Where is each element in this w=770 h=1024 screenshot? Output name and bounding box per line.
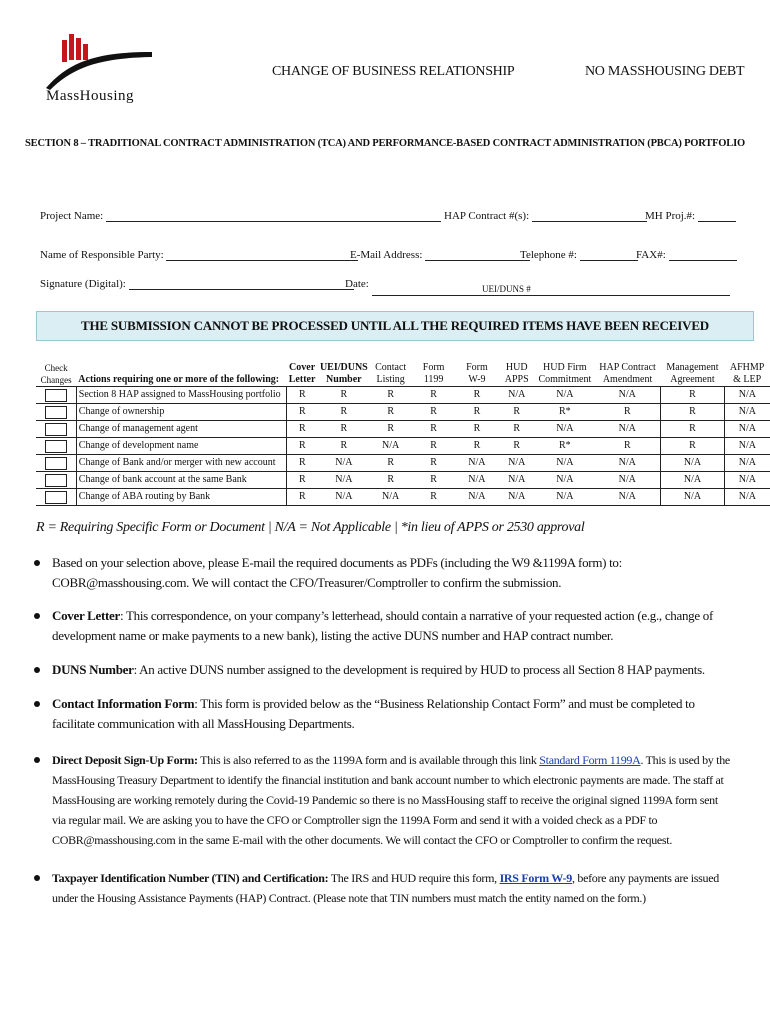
direct-deposit-text-2: . This is used by the MassHousing Treasury Department to identify the financial institution and bank account number to which electronic payments are made. The staff at MassHousing are working remotely during the Covid-19 Pandemic so there is no MassHousing staff to receive the original signed 1199A form sent via regular mail. We are asking you to have the CFO or Comptroller sign the 1199A Form and send it with a voided check as a PDF to COBR@masshousing.com in the same E-mail with the other documents. We will contact the CFO or Comptroller to confirm the request. — [52, 753, 730, 847]
column-header-text: APPS — [504, 374, 529, 385]
responsible-party-label: Name of Responsible Party: — [40, 249, 164, 261]
change-checkbox[interactable] — [45, 406, 67, 419]
requirement-cell: N/A — [724, 387, 770, 404]
requirements-table — [36, 352, 770, 506]
requirement-cell: R — [286, 421, 318, 438]
requirement-cell: N/A — [456, 455, 499, 472]
tin-text-1: The IRS and HUD require this form, — [328, 871, 500, 885]
signature-row — [40, 277, 354, 290]
requirement-cell: N/A — [535, 489, 594, 506]
check-cell — [36, 404, 76, 421]
column-header-text: Actions requiring one or more of the following: — [78, 374, 280, 385]
debt-status: NO MASSHOUSING DEBT — [585, 64, 745, 79]
requirement-cell: R — [318, 404, 370, 421]
requirement-cell: N/A — [724, 438, 770, 455]
responsible-party-row — [40, 248, 358, 261]
requirement-cell: N/A — [594, 472, 660, 489]
fax-label: FAX#: — [636, 249, 666, 261]
column-header-text: AFHMP — [729, 362, 765, 373]
requirement-cell: N/A — [661, 455, 725, 472]
column-header-text: Form — [466, 362, 488, 373]
table-row — [36, 387, 770, 404]
column-header-text: Contact — [375, 362, 407, 373]
irs-w9-link[interactable]: IRS Form W-9 — [499, 871, 572, 885]
duns-text: : An active DUNS number assigned to the development is required by HUD to process all Section 8 HAP payments. — [133, 662, 705, 677]
table-row — [36, 404, 770, 421]
mh-proj-label: MH Proj.#: — [645, 210, 696, 222]
bullet-icon — [34, 560, 40, 566]
email-row — [350, 248, 530, 261]
tin-label: Taxpayer Identification Number (TIN) and Certification: — [52, 871, 329, 885]
requirement-cell: R — [370, 387, 412, 404]
requirement-cell: N/A — [535, 387, 594, 404]
column-header — [456, 352, 499, 387]
requirement-cell: N/A — [594, 387, 660, 404]
requirement-cell: R — [594, 404, 660, 421]
bullet-icon — [34, 757, 40, 763]
requirement-cell: N/A — [498, 387, 535, 404]
column-header-text: Check — [44, 363, 68, 373]
bullet-submission — [34, 553, 734, 593]
column-header — [412, 352, 456, 387]
change-checkbox[interactable] — [45, 474, 67, 487]
project-name-label: Project Name: — [40, 210, 104, 222]
bullet-submission-text: Based on your selection above, please E-mail the required documents as PDFs (including the W9 &1199A form) to: COBR@masshousing.com. We will contact the CFO/Treasurer/Comptroller to confirm the submission. — [52, 555, 622, 590]
table-row — [36, 472, 770, 489]
column-header-text: Number — [326, 374, 362, 385]
table-row — [36, 438, 770, 455]
requirement-cell: N/A — [724, 421, 770, 438]
column-header — [535, 352, 594, 387]
requirement-cell: R — [456, 421, 499, 438]
legend: R = Requiring Specific Form or Document | N/A = Not Applicable | *in lieu of APPS or 2530 approval — [36, 520, 585, 535]
mh-proj-field[interactable] — [698, 209, 736, 222]
project-name-field[interactable] — [106, 209, 441, 222]
masshousing-logo — [40, 30, 155, 105]
bullet-icon — [34, 875, 40, 881]
change-checkbox[interactable] — [45, 389, 67, 402]
requirement-cell: R — [370, 455, 412, 472]
check-cell — [36, 438, 76, 455]
requirement-cell: N/A — [594, 489, 660, 506]
bullet-duns — [34, 660, 734, 680]
requirement-cell: N/A — [724, 455, 770, 472]
mh-proj-row — [645, 209, 736, 222]
signature-field[interactable] — [129, 277, 354, 290]
requirement-cell: N/A — [318, 489, 370, 506]
requirements-banner: THE SUBMISSION CANNOT BE PROCESSED UNTIL ALL THE REQUIRED ITEMS HAVE BEEN RECEIVED — [36, 311, 754, 341]
column-header-text: Management — [666, 362, 719, 373]
requirement-cell: R — [661, 421, 725, 438]
column-header-text: HUD — [505, 362, 528, 373]
column-header — [594, 352, 660, 387]
requirement-cell: R — [370, 404, 412, 421]
action-cell: Change of management agent — [76, 421, 286, 438]
form-1199a-link[interactable]: Standard Form 1199A — [539, 753, 641, 767]
table-body — [36, 387, 770, 506]
requirement-cell: R — [412, 404, 456, 421]
column-header-text: W-9 — [468, 374, 486, 385]
requirement-cell: R — [661, 404, 725, 421]
date-label: Date: — [345, 278, 369, 290]
requirement-cell: R* — [535, 438, 594, 455]
logo-mark-icon — [40, 30, 155, 105]
change-checkbox[interactable] — [45, 457, 67, 470]
column-header — [76, 352, 286, 387]
column-header-text: HUD Firm — [543, 362, 587, 373]
action-cell: Change of ownership — [76, 404, 286, 421]
fax-field[interactable] — [669, 248, 737, 261]
telephone-row — [520, 248, 638, 261]
direct-deposit-label: Direct Deposit Sign-Up Form: — [52, 753, 198, 767]
svg-text:MassHousing: MassHousing — [46, 88, 135, 104]
requirement-cell: N/A — [498, 472, 535, 489]
requirement-cell: R — [412, 387, 456, 404]
action-cell: Change of ABA routing by Bank — [76, 489, 286, 506]
requirement-cell: N/A — [370, 489, 412, 506]
requirement-cell: R — [412, 472, 456, 489]
action-cell: Change of bank account at the same Bank — [76, 472, 286, 489]
requirement-cell: N/A — [724, 472, 770, 489]
column-header-text: & LEP — [733, 374, 762, 385]
requirement-cell: R — [318, 387, 370, 404]
requirement-cell: N/A — [724, 404, 770, 421]
change-checkbox[interactable] — [45, 440, 67, 453]
contact-form-label: Contact Information Form — [52, 696, 195, 711]
bullet-icon — [34, 667, 40, 673]
responsible-party-field[interactable] — [166, 248, 358, 261]
column-header — [661, 352, 725, 387]
form-title: CHANGE OF BUSINESS RELATIONSHIP — [272, 64, 515, 79]
column-header — [370, 352, 412, 387]
signature-label: Signature (Digital): — [40, 278, 126, 290]
requirement-cell: R — [286, 489, 318, 506]
requirement-cell: R — [498, 438, 535, 455]
hap-contract-label: HAP Contract #(s): — [444, 210, 530, 222]
bullet-direct-deposit — [34, 750, 734, 850]
requirement-cell: R — [286, 404, 318, 421]
column-header — [36, 352, 76, 387]
requirement-cell: N/A — [498, 455, 535, 472]
check-cell — [36, 387, 76, 404]
requirement-cell: R — [318, 421, 370, 438]
requirement-cell: N/A — [498, 489, 535, 506]
requirement-cell: N/A — [535, 421, 594, 438]
column-header-text: Cover — [289, 362, 316, 373]
email-label: E-Mail Address: — [350, 249, 423, 261]
uei-label: UEI/DUNS # — [482, 284, 531, 294]
bullet-contact-form — [34, 694, 734, 734]
column-header — [318, 352, 370, 387]
requirement-cell: R — [370, 472, 412, 489]
check-cell — [36, 472, 76, 489]
requirement-cell: R — [412, 421, 456, 438]
requirement-cell: R — [286, 438, 318, 455]
requirement-cell: N/A — [456, 472, 499, 489]
direct-deposit-text-1: This is also referred to as the 1199A form and is available through this link — [197, 753, 540, 767]
requirement-cell: R — [286, 455, 318, 472]
fax-row — [636, 248, 737, 261]
bullet-cover-letter — [34, 606, 734, 646]
bullet-icon — [34, 701, 40, 707]
project-name-row — [40, 209, 441, 222]
requirement-cell: R — [318, 438, 370, 455]
bullet-icon — [34, 613, 40, 619]
section-heading: SECTION 8 – TRADITIONAL CONTRACT ADMINISTRATION (TCA) AND PERFORMANCE-BASED CONTRACT ADMINISTRATION (PBCA) PORTFOLIO — [25, 138, 745, 149]
column-header-text: Changes — [40, 375, 72, 385]
telephone-field[interactable] — [580, 248, 638, 261]
check-cell — [36, 455, 76, 472]
column-header-text: Form — [422, 362, 445, 373]
requirement-cell: N/A — [370, 438, 412, 455]
requirement-cell: R — [412, 489, 456, 506]
cover-letter-label: Cover Letter — [52, 608, 120, 623]
hap-contract-field[interactable] — [532, 209, 647, 222]
date-field[interactable] — [372, 283, 730, 296]
action-cell: Change of development name — [76, 438, 286, 455]
table-row — [36, 421, 770, 438]
requirement-cell: N/A — [535, 472, 594, 489]
requirement-cell: N/A — [724, 489, 770, 506]
requirement-cell: R — [370, 421, 412, 438]
requirement-cell: R — [594, 438, 660, 455]
requirement-cell: N/A — [661, 472, 725, 489]
table-row — [36, 455, 770, 472]
requirement-cell: R — [661, 438, 725, 455]
requirement-cell: R — [286, 472, 318, 489]
action-cell: Section 8 HAP assigned to MassHousing portfolio — [76, 387, 286, 404]
tin-text-2: , before any payments are issued under the Housing Assistance Payments (HAP) Contract. (Please note that TIN numbers must match the entity named on the form.) — [52, 871, 719, 905]
column-header — [498, 352, 535, 387]
requirement-cell: N/A — [594, 421, 660, 438]
check-cell — [36, 421, 76, 438]
requirement-cell: R — [498, 404, 535, 421]
column-header-text: Agreement — [670, 374, 715, 385]
requirement-cell: N/A — [594, 455, 660, 472]
cover-letter-text: : This correspondence, on your company’s letterhead, should contain a narrative of your requested action (e.g., change of development name or make payments to a new bank), listing the active DUNS number and HAP contract number. — [52, 608, 714, 643]
change-checkbox[interactable] — [45, 423, 67, 436]
change-checkbox[interactable] — [45, 491, 67, 504]
requirement-cell: R — [412, 455, 456, 472]
requirement-cell: N/A — [661, 489, 725, 506]
requirement-cell: R — [456, 387, 499, 404]
telephone-label: Telephone #: — [520, 249, 577, 261]
column-header-text: 1199 — [423, 374, 444, 385]
bullet-tin — [34, 868, 734, 908]
requirement-cell: N/A — [318, 455, 370, 472]
requirement-cell: R — [498, 421, 535, 438]
column-header-text: Listing — [376, 374, 405, 385]
requirement-cell: R — [286, 387, 318, 404]
duns-label: DUNS Number — [52, 662, 134, 677]
requirement-cell: R — [661, 387, 725, 404]
column-header-text: Commitment — [538, 374, 592, 385]
hap-contract-row — [444, 209, 647, 222]
column-header-text: HAP Contract — [599, 362, 656, 373]
requirement-cell: R — [412, 438, 456, 455]
table-header-row — [36, 352, 770, 387]
requirement-cell: N/A — [318, 472, 370, 489]
column-header — [724, 352, 770, 387]
table-row — [36, 489, 770, 506]
requirement-cell: N/A — [456, 489, 499, 506]
requirement-cell: R — [456, 404, 499, 421]
requirement-cell: R — [456, 438, 499, 455]
requirement-cell: N/A — [535, 455, 594, 472]
email-field[interactable] — [425, 248, 530, 261]
contact-form-text: : This form is provided below as the “Business Relationship Contact Form” and must be completed to facilitate communication with all MassHousing Departments. — [52, 696, 695, 731]
column-header-text: UEI/DUNS — [319, 362, 368, 373]
check-cell — [36, 489, 76, 506]
action-cell: Change of Bank and/or merger with new account — [76, 455, 286, 472]
column-header-text: Letter — [288, 374, 316, 385]
requirement-cell: R* — [535, 404, 594, 421]
date-row — [345, 277, 730, 290]
column-header — [286, 352, 318, 387]
column-header-text: Amendment — [602, 374, 653, 385]
